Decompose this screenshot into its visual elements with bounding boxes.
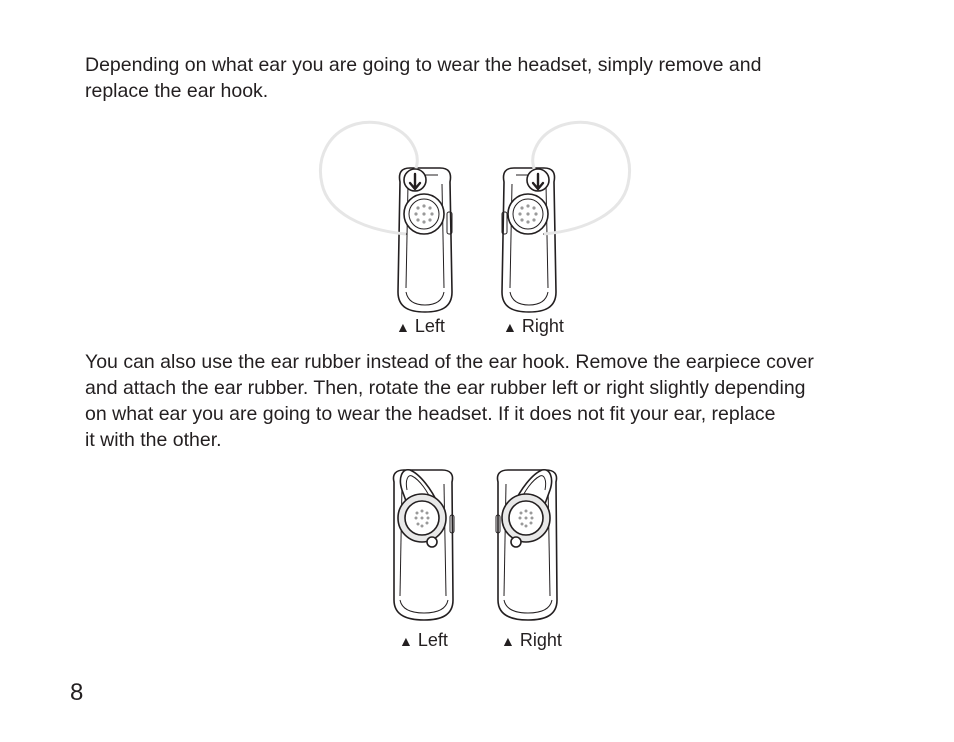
left-headset-with-ear-hook (320, 122, 452, 312)
left-headset-with-ear-rubber (393, 470, 454, 620)
ear-hook-illustration (300, 112, 660, 317)
figure-1-left-caption: ▲ Left (396, 316, 445, 336)
triangle-up-icon: ▲ (396, 319, 410, 335)
triangle-up-icon: ▲ (501, 633, 515, 649)
figure-2-right-caption: ▲ Right (501, 630, 562, 650)
right-headset-with-ear-rubber (496, 470, 557, 620)
paragraph-ear-hook: Depending on what ear you are going to wear the headset, simply remove and replace the ear hook. (85, 54, 762, 102)
paragraph-ear-rubber: You can also use the ear rubber instead of the ear hook. Remove the earpiece cover and attach the ear rubber. Then, rotate the ear rubber left or right slightly depending on what ear you are going to wear the headset. If it does not fit your ear, replace it with the other. (85, 351, 814, 451)
figure-1-right-caption: ▲ Right (503, 316, 564, 336)
page-number: 8 (70, 679, 84, 706)
triangle-up-icon: ▲ (399, 633, 413, 649)
right-headset-with-ear-hook (502, 122, 630, 312)
ear-rubber-illustration (380, 460, 580, 625)
figure-2-left-caption: ▲ Left (399, 630, 448, 650)
triangle-up-icon: ▲ (503, 319, 517, 335)
